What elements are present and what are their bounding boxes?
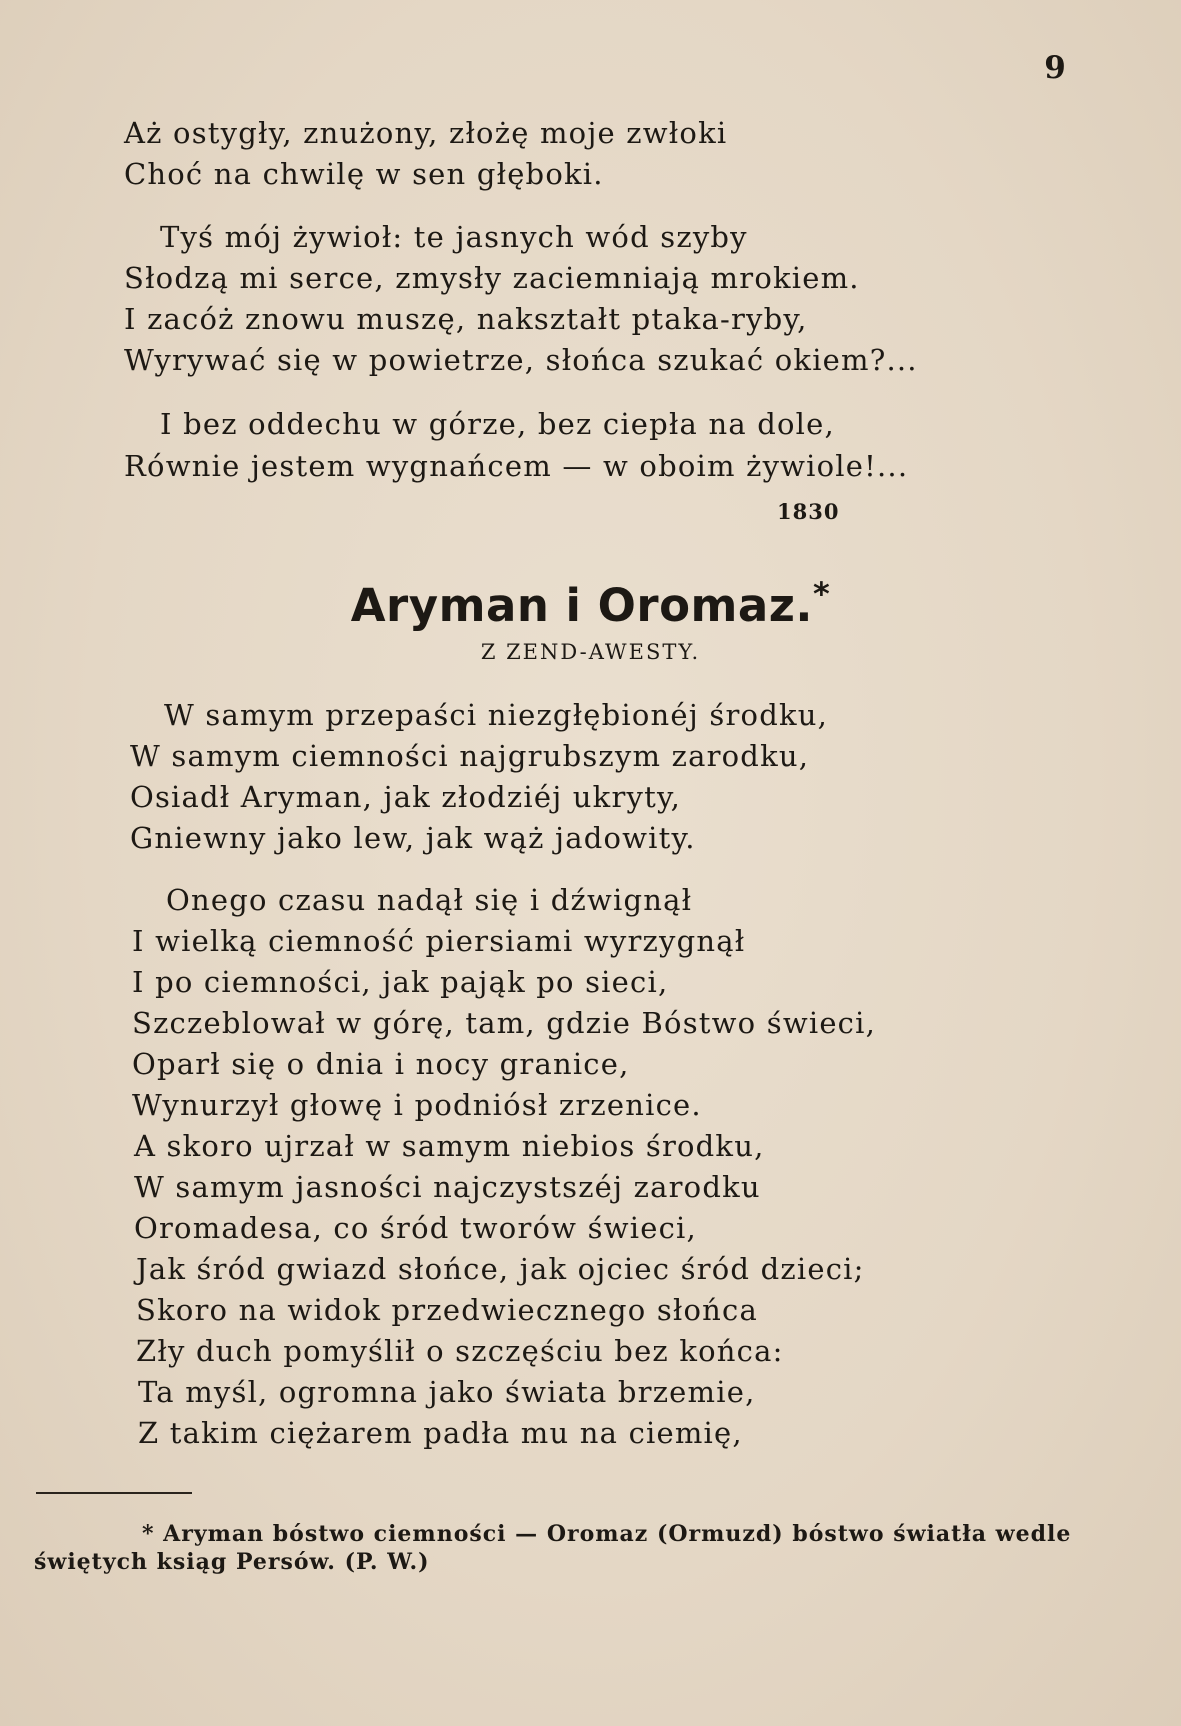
verse-line: Tyś mój żywioł: te jasnych wód szyby [160,220,748,254]
verse-line: Onego czasu nadął się i dźwignął [166,883,693,917]
verse-line: Oparł się o dnia i nocy granice, [132,1047,630,1081]
verse-line: Równie jestem wygnańcem — w oboim żywiole!... [124,449,909,483]
page-number: 9 [1044,50,1066,86]
verse-line: Wynurzył głowę i podniósł zrzenice. [132,1088,702,1122]
poem-subtitle: Z ZEND-AWESTY. [480,640,701,664]
footnote-divider [36,1492,192,1494]
verse-line: W samym przepaści niezgłębionéj środku, [164,698,829,732]
verse-line: Szczeblował w górę, tam, gdzie Bóstwo świeci, [132,1006,877,1040]
footnote-line: świętych ksiąg Persów. (P. W.) [34,1549,430,1575]
verse-line: Z takim ciężarem padła mu na ciemię, [138,1416,743,1450]
verse-line: Słodzą mi serce, zmysły zaciemniają mrokiem. [124,261,860,295]
verse-line: Ta myśl, ogromna jako świata brzemie, [138,1375,756,1409]
verse-line: Zły duch pomyślił o szczęściu bez końca: [136,1334,784,1368]
poem-title-text: Aryman i Oromaz. [350,579,814,632]
verse-line: W samym jasności najczystszéj zarodku [134,1170,761,1204]
poem-date: 1830 [777,499,840,524]
verse-line: I wielką ciemność piersiami wyrzygnął [132,924,746,958]
verse-line: I zacóż znowu muszę, nakształt ptaka-ryby, [124,302,808,336]
verse-line: Jak śród gwiazd słońce, jak ojciec śród dzieci; [136,1252,865,1286]
verse-line: A skoro ujrzał w samym niebios środku, [134,1129,765,1163]
verse-line: Wyrywać się w powietrze, słońca szukać okiem?... [124,343,918,377]
footnote-marker: * [813,575,831,613]
verse-line: Gniewny jako lew, jak wąż jadowity. [130,821,696,855]
verse-line: Aż ostygły, znużony, złożę moje zwłoki [124,116,728,150]
footnote-line: * Aryman bóstwo ciemności — Oromaz (Ormuzd) bóstwo światła wedle [142,1521,1072,1547]
verse-line: Oromadesa, co śród tworów świeci, [134,1211,697,1245]
verse-line: Skoro na widok przedwiecznego słońca [136,1293,758,1327]
verse-line: Choć na chwilę w sen głęboki. [124,157,604,191]
verse-line: Osiadł Aryman, jak złodziéj ukryty, [130,780,682,814]
poem-title [0,575,1181,632]
verse-line: W samym ciemności najgrubszym zarodku, [130,739,810,773]
verse-line: I bez oddechu w górze, bez ciepła na dole, [160,407,835,441]
verse-line: I po ciemności, jak pająk po sieci, [132,965,669,999]
